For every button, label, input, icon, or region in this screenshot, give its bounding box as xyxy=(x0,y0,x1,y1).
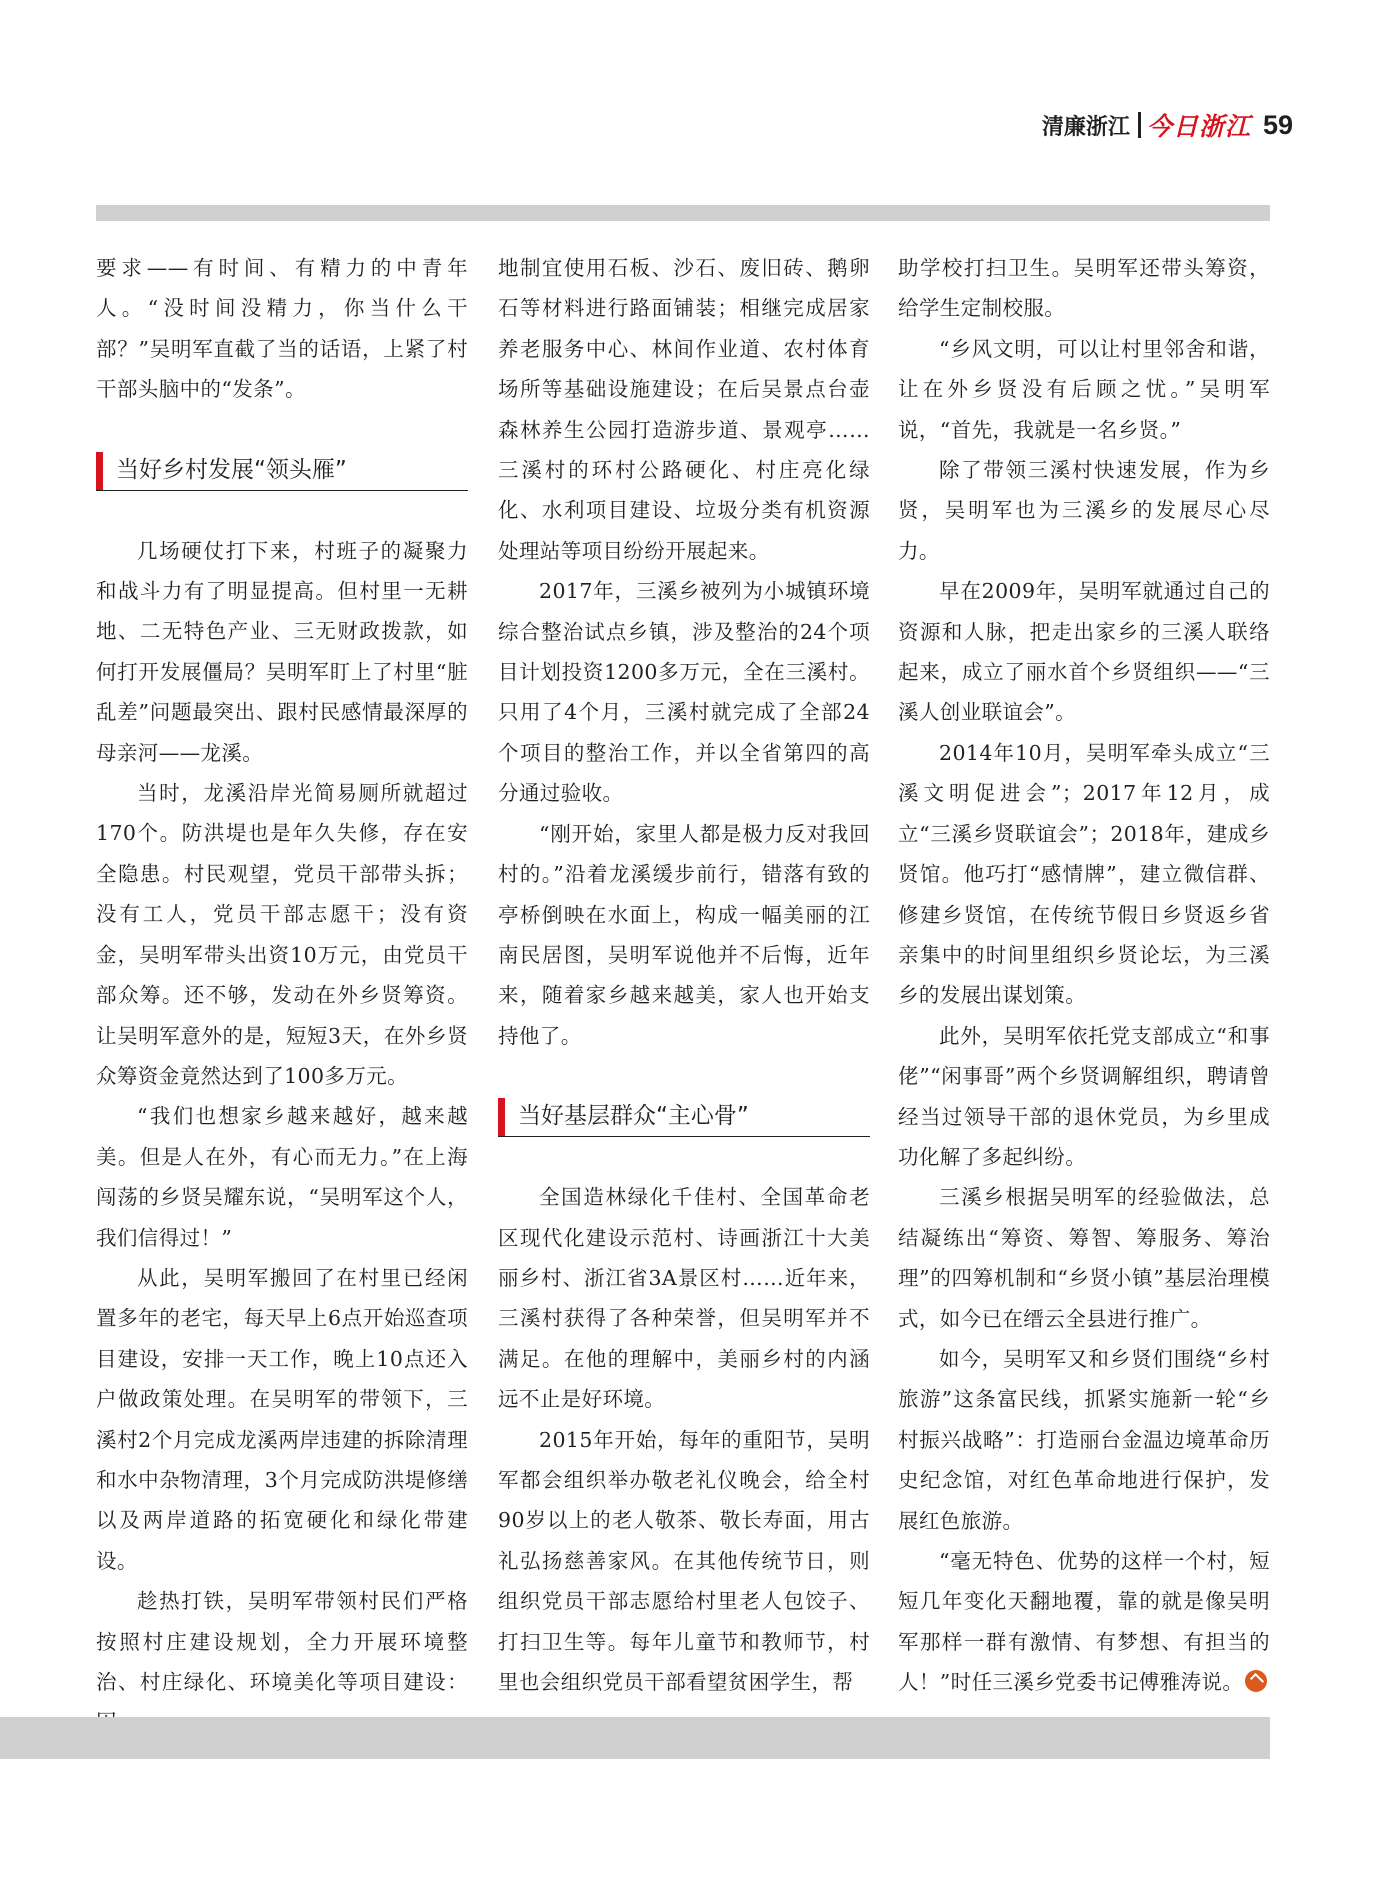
paragraph: 如今，吴明军又和乡贤们围绕“乡村旅游”这条富民线，抓紧实施新一轮“乡村振兴战略”：打造丽台金温边境革命历史纪念馆，对红色革命地进行保护，发展红色旅游。 xyxy=(898,1346,1270,1533)
paragraph: 早在2009年，吴明军就通过自己的资源和人脉，把走出家乡的三溪人联络起来，成立了丽水首个乡贤组织——“三溪人创业联谊会”。 xyxy=(898,579,1270,725)
paragraph: 当时，龙溪沿岸光简易厕所就超过170个。防洪堤也是年久失修，存在安全隐患。村民观望，党员干部带头拆；没有工人，党员干部志愿干；没有资金，吴明军带头出资10万元，由党员干部众筹。还不够，发动在外乡贤筹资。让吴明军意外的是，短短3天，在外乡贤众筹资金竟然达到了100多万元。 xyxy=(96,781,468,1088)
section-heading xyxy=(96,450,468,491)
paragraph: 2017年，三溪乡被列为小城镇环境综合整治试点乡镇，涉及整治的24个项目计划投资1200多万元，全在三溪村。只用了4个月，三溪村就完成了全部24个项目的整治工作，并以全省第四的高分通过验收。 xyxy=(498,579,870,806)
paragraph: 此外，吴明军依托党支部成立“和事佬”“闲事哥”两个乡贤调解组织，聘请曾经当过领导干部的退休党员，为乡里成功化解了多起纠纷。 xyxy=(898,1023,1270,1169)
paragraph: 地制宜使用石板、沙石、废旧砖、鹅卵石等材料进行路面铺装；相继完成居家养老服务中心、林间作业道、农村体育场所等基础设施建设；在后吴景点台壶森林养生公园打造游步道、景观亭……三溪村的环村公路硬化、村庄亮化绿化、水利项目建设、垃圾分类有机资源处理站等项目纷纷开展起来。 xyxy=(498,256,870,563)
page-header xyxy=(1042,108,1293,142)
paragraph: 要求——有时间、有精力的中青年人。“没时间没精力，你当什么干部？”吴明军直截了当的话语，上紧了村干部头脑中的“发条”。 xyxy=(96,256,468,402)
column-2 xyxy=(498,248,870,1702)
heading-accent-bar xyxy=(498,1098,505,1136)
heading-accent-bar xyxy=(96,452,103,490)
column-1 xyxy=(96,248,468,1743)
bottom-rule-bar xyxy=(0,1717,1270,1759)
paragraph: 助学校打扫卫生。吴明军还带头筹资，给学生定制校服。 xyxy=(898,256,1270,321)
column-3 xyxy=(898,248,1270,1703)
top-rule-bar xyxy=(96,205,1270,221)
heading-text: 当好乡村发展“领头雁” xyxy=(116,456,347,483)
page-number: 59 xyxy=(1262,109,1293,140)
paragraph: 2015年开始，每年的重阳节，吴明军都会组织举办敬老礼仪晚会，给全村90岁以上的老人敬茶、敬长寿面，用古礼弘扬慈善家风。在其他传统节日，则组织党员干部志愿给村里老人包饺子、打扫卫生等。每年儿童节和教师节，村里也会组织党员干部看望贫困学生，帮 xyxy=(498,1427,870,1694)
paragraph: 从此，吴明军搬回了在村里已经闲置多年的老宅，每天早上6点开始巡查项目建设，安排一天工作，晚上10点还入户做政策处理。在吴明军的带领下，三溪村2个月完成龙溪两岸违建的拆除清理和水中杂物清理，3个月完成防洪堤修缮以及两岸道路的拓宽硬化和绿化带建设。 xyxy=(96,1265,468,1573)
header-divider xyxy=(1138,112,1141,138)
end-mark-icon xyxy=(1245,1670,1267,1692)
paragraph: 2014年10月，吴明军牵头成立“三溪文明促进会”；2017年12月，成立“三溪乡贤联谊会”；2018年，建成乡贤馆。他巧打“感情牌”，建立微信群、修建乡贤馆，在传统节假日乡贤返乡省亲集中的时间里组织乡贤论坛，为三溪乡的发展出谋划策。 xyxy=(898,740,1270,1008)
paragraph: 几场硬仗打下来，村班子的凝聚力和战斗力有了明显提高。但村里一无耕地、二无特色产业、三无财政拨款，如何打开发展僵局？吴明军盯上了村里“脏乱差”问题最突出、跟村民感情最深厚的母亲河——龙溪。 xyxy=(96,538,468,765)
paragraph: “乡风文明，可以让村里邻舍和谐，让在外乡贤没有后顾之忧。”吴明军说，“首先，我就是一名乡贤。” xyxy=(898,336,1270,442)
paragraph: 三溪乡根据吴明军的经验做法，总结凝练出“筹资、筹智、筹服务、筹治理”的四筹机制和“乡贤小镇”基层治理模式，如今已在缙云全县进行推广。 xyxy=(898,1185,1270,1331)
magazine-logo: 今日浙江 xyxy=(1146,112,1251,141)
paragraph-final xyxy=(898,1541,1270,1703)
paragraph: 除了带领三溪村快速发展，作为乡贤，吴明军也为三溪乡的发展尽心尽力。 xyxy=(898,458,1270,563)
paragraph-text: “毫无特色、优势的这样一个村，短短几年变化天翻地覆，靠的就是像吴明军那样一群有激情、有梦想、有担当的人！”时任三溪乡党委书记傅雅涛说。 xyxy=(898,1549,1270,1695)
paragraph: “刚开始，家里人都是极力反对我回村的。”沿着龙溪缓步前行，错落有致的亭桥倒映在水面上，构成一幅美丽的江南民居图，吴明军说他并不后悔，近年来，随着家乡越来越美，家人也开始支持他了。 xyxy=(498,821,870,1048)
section-heading xyxy=(498,1096,870,1137)
section-name: 清廉浙江 xyxy=(1041,114,1130,140)
paragraph: “我们也想家乡越来越好，越来越美。但是人在外，有心而无力。”在上海闯荡的乡贤吴耀东说，“吴明军这个人，我们信得过！” xyxy=(96,1104,468,1250)
paragraph: 全国造林绿化千佳村、全国革命老区现代化建设示范村、诗画浙江十大美丽乡村、浙江省3A景区村……近年来，三溪村获得了各种荣誉，但吴明军并不满足。在他的理解中，美丽乡村的内涵远不止是好环境。 xyxy=(498,1185,870,1412)
heading-text: 当好基层群众“主心骨” xyxy=(518,1103,749,1130)
paragraph: 趁热打铁，吴明军带领村民们严格按照村庄建设规划，全力开展环境整治、村庄绿化、环境美化等项目建设： xyxy=(96,1589,468,1694)
